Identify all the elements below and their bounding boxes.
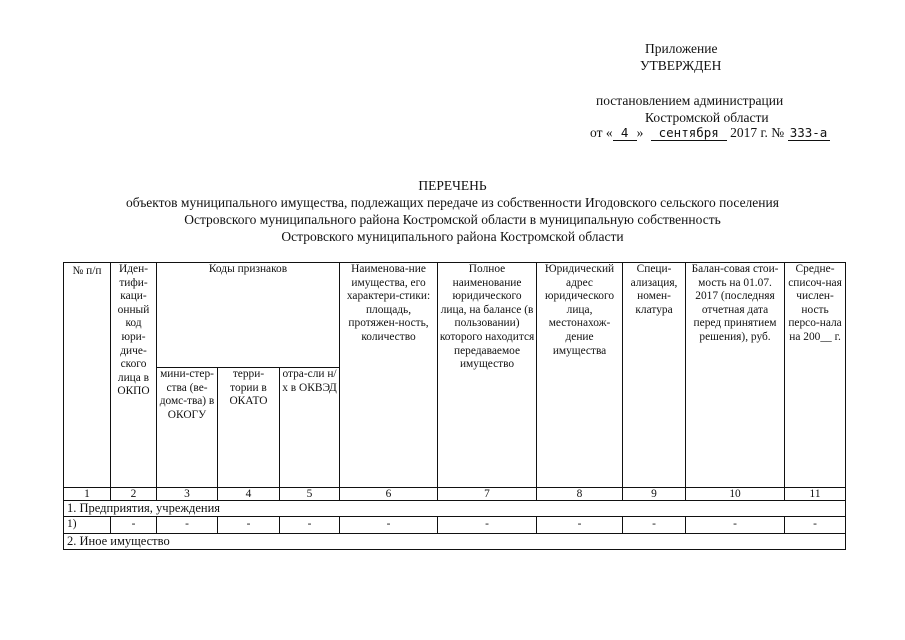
column-number-row bbox=[64, 488, 846, 501]
column-number: 9 bbox=[623, 488, 686, 501]
section-enterprises: 1. Предприятия, учреждения bbox=[64, 501, 846, 517]
col-header-codes-group: Коды признаков bbox=[157, 263, 340, 368]
col-header-legal-entity: Полное наименование юридического лица, на балансе (в пользовании) которого находится передаваемое имущество bbox=[438, 263, 537, 488]
col-header-address: Юридический адрес юридического лица, местонахож-дение имущества bbox=[537, 263, 623, 488]
column-number: 8 bbox=[537, 488, 623, 501]
col-header-property-name: Наименова-ние имущества, его характери-стики: площадь, протяжен-ность, количество bbox=[340, 263, 438, 488]
resolution-line-2: Костромской области bbox=[645, 110, 769, 125]
col-header-specialization: Специ-ализация, номен-клатура bbox=[623, 263, 686, 488]
col-header-okved: отра-сли н/х в ОКВЭД bbox=[280, 368, 340, 488]
approved-label: УТВЕРЖДЕН bbox=[640, 58, 722, 73]
title-line-4: Островского муниципального района Костромской области bbox=[281, 229, 624, 244]
col-header-okogu: мини-стер-ства (ве-домс-тва) в ОКОГУ bbox=[157, 368, 218, 488]
document-title: ПЕРЕЧЕНЬ bbox=[418, 178, 487, 193]
date-suffix: 2017 г. № bbox=[730, 125, 785, 140]
table-cell: - bbox=[280, 517, 340, 534]
table-cell: - bbox=[686, 517, 785, 534]
section-other-property: 2. Иное имущество bbox=[64, 534, 846, 550]
property-list-table bbox=[63, 262, 846, 550]
title-line-3: Островского муниципального района Костромской области в муниципальную собственность bbox=[184, 212, 721, 227]
table-cell: - bbox=[623, 517, 686, 534]
column-number: 5 bbox=[280, 488, 340, 501]
resolution-number: 333-а bbox=[788, 126, 830, 141]
table-cell: - bbox=[785, 517, 846, 534]
column-number: 3 bbox=[157, 488, 218, 501]
table-cell: - bbox=[111, 517, 157, 534]
resolution-line-1: постановлением администрации bbox=[596, 93, 784, 108]
title-line-2: объектов муниципального имущества, подлежащих передаче из собственности Игодовского сельского поселения bbox=[126, 195, 779, 210]
table-cell: - bbox=[157, 517, 218, 534]
column-number: 6 bbox=[340, 488, 438, 501]
col-header-staff-count: Средне-списоч-ная числен-ность персо-нала на 200__ г. bbox=[785, 263, 846, 488]
column-number: 11 bbox=[785, 488, 846, 501]
col-header-balance-value: Балан-совая стои-мость на 01.07. 2017 (последняя отчетная дата перед принятием решения), руб. bbox=[686, 263, 785, 488]
section-row-other-property bbox=[64, 534, 846, 550]
col-header-okpo: Иден-тифи-каци-онный код юри-диче-ского лица в ОКПО bbox=[111, 263, 157, 488]
column-number: 7 bbox=[438, 488, 537, 501]
col-header-okato: терри-тории в ОКАТО bbox=[218, 368, 280, 488]
column-number: 4 bbox=[218, 488, 280, 501]
column-number: 1 bbox=[64, 488, 111, 501]
row-number: 1) bbox=[64, 517, 111, 534]
table-cell: - bbox=[340, 517, 438, 534]
date-day: 4 bbox=[613, 126, 637, 141]
table-cell: - bbox=[438, 517, 537, 534]
resolution-date-line bbox=[590, 124, 830, 141]
appendix-label: Приложение bbox=[645, 41, 718, 56]
table-cell: - bbox=[537, 517, 623, 534]
date-prefix: от « bbox=[590, 125, 613, 140]
table-cell: - bbox=[218, 517, 280, 534]
section-row-enterprises bbox=[64, 501, 846, 517]
date-mid: » bbox=[636, 125, 644, 140]
column-number: 2 bbox=[111, 488, 157, 501]
col-header-number: № п/п bbox=[64, 263, 111, 488]
column-number: 10 bbox=[686, 488, 785, 501]
date-month: сентября bbox=[651, 126, 727, 141]
header-row-1 bbox=[64, 263, 846, 368]
table-row bbox=[64, 517, 846, 534]
